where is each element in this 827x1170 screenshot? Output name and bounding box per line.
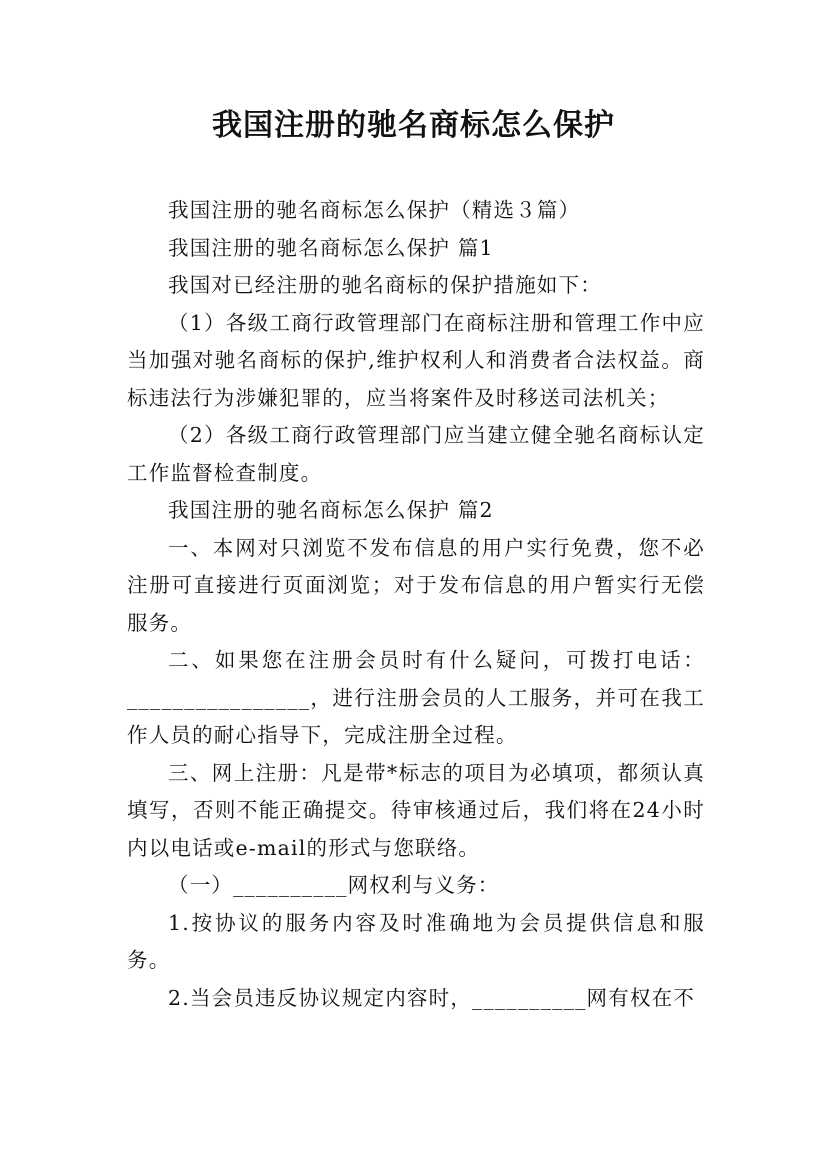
paragraph: 二、如果您在注册会员时有什么疑问，可拨打电话：________________，进行注册会员的人工服务，并可在我工作人员的耐心指导下，完成注册全过程。: [127, 648, 705, 747]
paragraph: 我国注册的驰名商标怎么保护 篇1: [168, 235, 494, 260]
paragraph: 三、网上注册：凡是带*标志的项目为必填项，都须认真填写，否则不能正确提交。待审核通过后，我们将在24小时内以电话或e-mail的形式与您联络。: [127, 760, 705, 860]
paragraph: 我国注册的驰名商标怎么保护（精选３篇）: [168, 198, 581, 222]
paragraph: （1）各级工商行政管理部门在商标注册和管理工作中应当加强对驰名商标的保护,维护权利人和消费者合法权益。商标违法行为涉嫌犯罪的，应当将案件及时移送司法机关；: [127, 310, 705, 410]
paragraph: 一、本网对只浏览不发布信息的用户实行免费，您不必注册可直接进行页面浏览；对于发布信息的用户暂实行无偿服务。: [127, 535, 705, 635]
document-body: [127, 192, 705, 1017]
paragraph: （一）__________网权利与义务：: [168, 873, 500, 897]
paragraph: （2）各级工商行政管理部门应当建立健全驰名商标认定工作监督检查制度。: [127, 423, 705, 485]
document-title: 我国注册的驰名商标怎么保护: [212, 108, 615, 143]
paragraph: 我国对已经注册的驰名商标的保护措施如下：: [168, 273, 602, 297]
paragraph: 2.当会员违反协议规定内容时，__________网有权在不: [168, 985, 696, 1010]
paragraph: 我国注册的驰名商标怎么保护 篇2: [168, 498, 494, 522]
paragraph: 1.按协议的服务内容及时准确地为会员提供信息和服务。: [127, 910, 705, 972]
